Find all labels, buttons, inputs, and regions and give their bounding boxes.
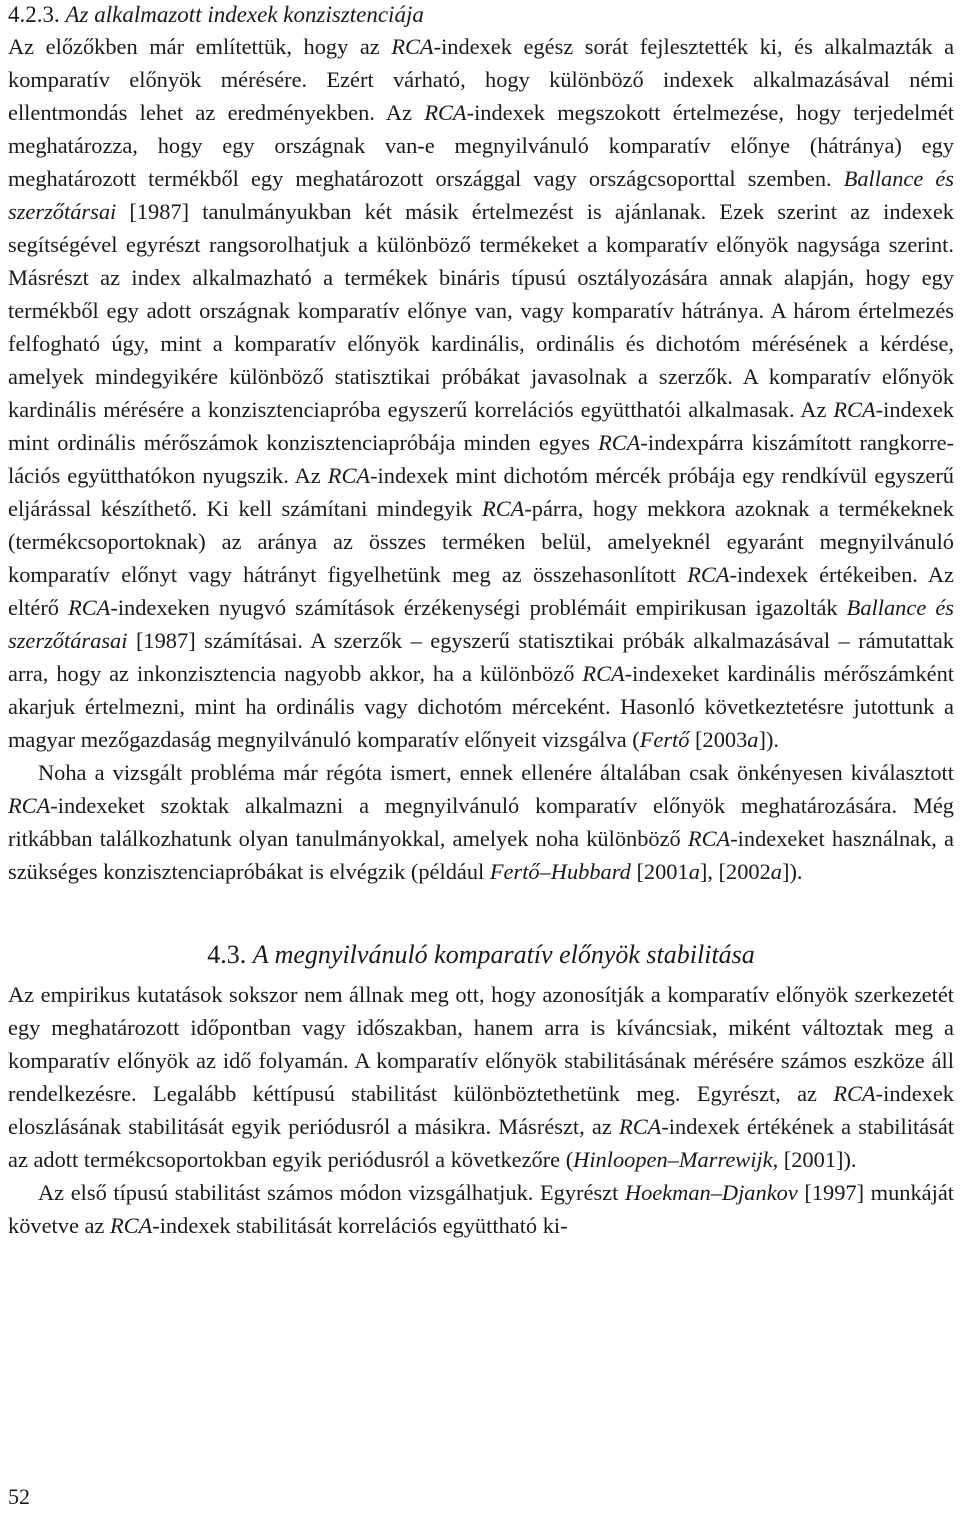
italic-run: RCA [109, 1213, 153, 1238]
italic-run: RCA [833, 397, 876, 422]
italic-run: RCA [582, 661, 625, 686]
italic-run: RCA [687, 826, 731, 851]
italic-run: RCA [619, 1114, 662, 1139]
paragraph: Az empirikus kutatások sokszor nem állnak meg ott, hogy azonosítják a komparatív előnyök szerkezetét egy meghatározott időpontban vagy időszakban, hanem arra is kíváncsiak, miként változtak meg a komparatív előnyök az idő folyamán. A komparatív előnyök stabilitásának mérésére számos eszköze áll rendelkezésre. Legalább kéttípusú stabilitást különböztethetünk meg. Egyrészt, az RCA-indexek eloszlásának stabilitását egyik periódusról a másikra. Másrészt, az RCA-indexek értékének a stabilitását az adott termékcsoportokban egyik periódusról a következőre (Hinloopen–Marrewijk, [2001]). [8, 982, 955, 1172]
page-number: 52 [8, 1484, 30, 1509]
paragraph: Noha a vizsgált probléma már régóta ismert, ennek ellenére általában csak önkényesen kiválasztott RCA-indexeket szoktak alkalmazni a megnyilvánuló komparatív előnyök meghatározására. Még ritkábban találkozhatunk olyan tanulmányokkal, amelyek noha különböző RCA-indexeket használnak, a szükséges konzisztenciapróbákat is elvégzik (például Fertő–Hubbard [2001a], [2002a]). [8, 760, 954, 884]
italic-run: RCA [833, 1081, 876, 1106]
italic-run: RCA [598, 430, 641, 455]
italic-run: RCA [391, 34, 434, 59]
italic-run: RCA [8, 793, 51, 818]
italic-run: RCA [424, 100, 467, 125]
italic-run: RCA [687, 562, 730, 587]
italic-run: RCA [482, 496, 525, 521]
italic-run: RCA [68, 595, 111, 620]
italic-run: Ballance és szerzőtársai [8, 166, 954, 224]
italic-run: Hinloopen–Marrewijk [573, 1147, 773, 1172]
paragraph: Az első típusú stabilitást számos módon vizsgálhatjuk. Egyrészt Hoekman–Djankov [1997] munkáját követve az RCA-indexek stabilitását korrelációs együttható ki- [8, 1180, 954, 1238]
section-number: 4.3. [207, 940, 247, 969]
italic-run: Hoekman–Djankov [624, 1180, 798, 1205]
italic-run: a [770, 859, 782, 884]
italic-run: a [688, 859, 700, 884]
italic-run: a [747, 727, 759, 752]
section-heading-4-3 [8, 888, 954, 978]
document-page [8, 0, 954, 1242]
section-number: 4.2.3. [8, 2, 60, 27]
paragraph: Az előzőkben már említettük, hogy az RCA-indexek egész sorát fejlesztették ki, és alkalmazták a komparatív előnyök mérésére. Ezért várható, hogy különböző indexek alkalmazásával némi ellentmondás lehet az eredményekben. Az RCA-indexek megszokott értelmezése, hogy terjedelmét meghatározza, hogy egy országnak van-e megnyilvánuló komparatív előnye (hátránya) egy meghatározott termékből egy meghatározott országgal vagy országcsoporttal szemben. Ballance és szerzőtársai [1987] tanulmányukban két másik értelmezést is ajánlanak. Ezek szerint az indexek segítségével egyrészt rangsorolhatjuk a különböző termékeket a komparatív előnyök nagysága szerint. Másrészt az index alkalmazható a termékek bináris típusú osztályozására annak alapján, hogy egy termékből egy adott országnak komparatív előnye van, vagy komparatív hátránya. A három értelmezés felfogható úgy, mint a komparatív előnyök kardinális, ordinális és dichotóm mérésének a kérdése, amelyek mindegyikére különböző statisztikai próbákat javasolnak a szerzők. A komparatív előnyök kardinális mérésére a konzisztenciapróba egyszerű korrelációs együtthatói alkalmasak. Az RCA-indexek mint ordinális mérőszámok konzisztenciapróbája minden egyes RCA-indexpárra kiszámított rangkorrelációs együtthatókon nyugszik. Az RCA-indexek mint dichotóm mércék próbája egy rendkívül egyszerű eljárással készíthető. Ki kell számítani mindegyik RCA-párra, hogy mekkora azoknak a termékeknek (termékcsoportoknak) az aránya az összes terméken belül, amelyeknél egyaránt megnyilvánuló komparatív előnyt vagy hátrányt figyelhetünk meg az összehasonlított RCA-indexek értékeiben. Az eltérő RCA-indexeken nyugvó számítások érzékenységi problémáit empirikusan igazolták Ballance és szerzőtárasai [1987] számításai. A szerzők – egyszerű statisztikai próbák alkalmazásával – rámutattak arra, hogy az inkonzisztencia nagyobb akkor, ha a különböző RCA-indexeket kardinális mérőszámként akarjuk értelmezni, mint ha ordinális vagy dichotóm mérceként. Hasonló következtetésre jutottunk a magyar mezőgazdaság megnyilvánuló komparatív előnyeit vizsgálva (Fertő [2003a]). [8, 34, 955, 752]
italic-run: RCA [327, 463, 371, 488]
italic-run: Fertő [639, 727, 690, 752]
italic-run: Ballance és szerzőtárasai [8, 595, 954, 653]
section-title: Az alkalmazott indexek konzisztenciája [65, 2, 424, 27]
section-heading-4-2-3 [8, 0, 954, 30]
section-title: A megnyilvánuló komparatív előnyök stabilitása [252, 940, 755, 969]
italic-run: Fertő–Hubbard [489, 859, 631, 884]
